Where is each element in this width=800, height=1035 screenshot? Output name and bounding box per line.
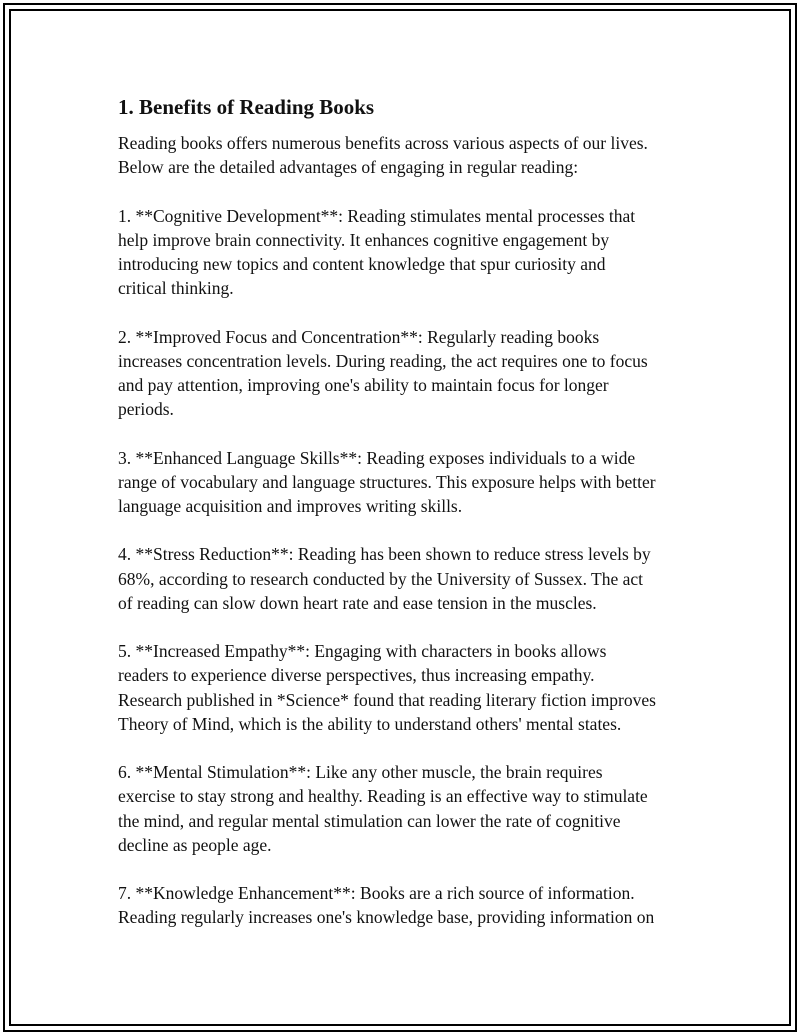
benefit-improved-focus: 2. **Improved Focus and Concentration**: Regularly reading books increases concentration levels. During reading, the act requires one to focus and pay attention, improving one's ability to maintain focus for longer periods. — [118, 326, 648, 420]
benefit-knowledge-enhancement: 7. **Knowledge Enhancement**: Books are a rich source of information. Reading regularly increases one's knowledge base, providing information on — [118, 883, 655, 928]
benefit-cognitive-development: 1. **Cognitive Development**: Reading stimulates mental processes that help improve brain connectivity. It enhances cognitive engagement by introducing new topics and content knowledge that spur curiosity and critical thinking. — [118, 205, 636, 299]
intro-paragraph: Reading books offers numerous benefits across various aspects of our lives. Below are the detailed advantages of engaging in regular reading: — [118, 133, 648, 178]
document-body — [118, 93, 698, 954]
benefit-increased-empathy: 5. **Increased Empathy**: Engaging with characters in books allows readers to experience diverse perspectives, thus increasing empathy. Research published in *Science* found that reading literary fiction improves Theory of Mind, which is the ability to understand others' mental states. — [118, 641, 656, 734]
page-title: 1. Benefits of Reading Books — [118, 95, 375, 119]
benefit-stress-reduction: 4. **Stress Reduction**: Reading has been shown to reduce stress levels by 68%, according to research conducted by the University of Sussex. The act of reading can slow down heart rate and ease tension in the muscles. — [118, 544, 651, 613]
benefit-language-skills: 3. **Enhanced Language Skills**: Reading exposes individuals to a wide range of vocabulary and language structures. This exposure helps with better language acquisition and improves writing skills. — [118, 447, 656, 516]
benefit-mental-stimulation: 6. **Mental Stimulation**: Like any other muscle, the brain requires exercise to stay strong and healthy. Reading is an effective way to stimulate the mind, and regular mental stimulation can lower the rate of cognitive decline as people age. — [118, 762, 648, 855]
